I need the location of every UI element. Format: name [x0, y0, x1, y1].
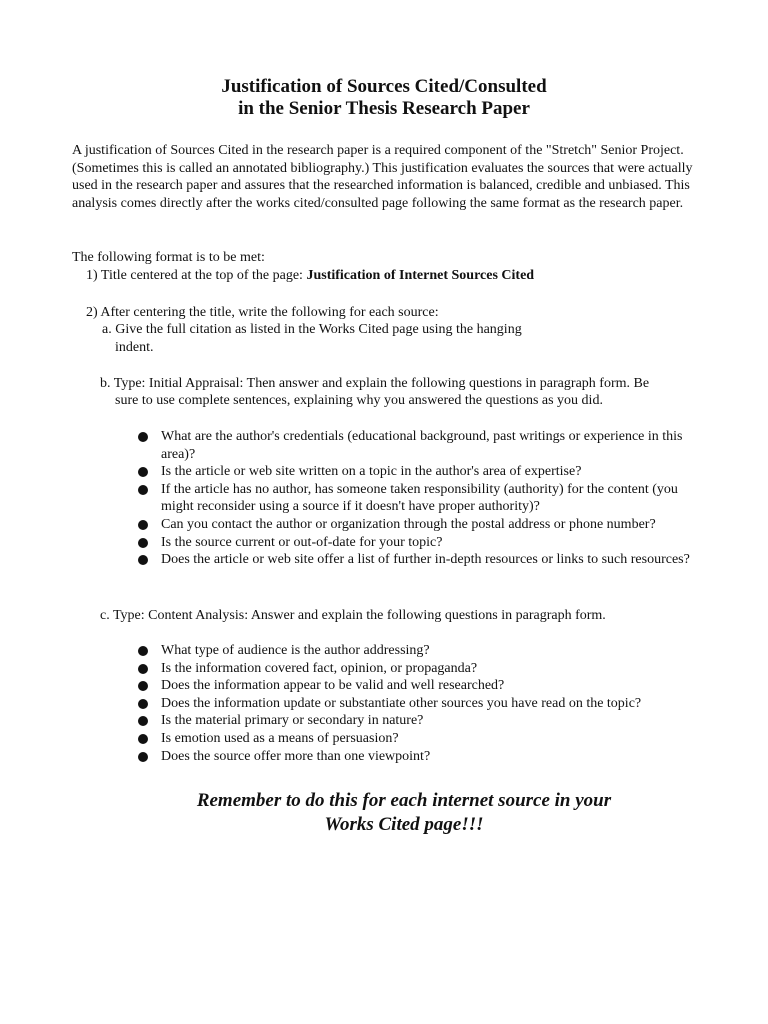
format-intro: The following format is to be met: [72, 250, 265, 265]
bullet-icon [138, 734, 148, 744]
step-a-line-2: indent. [115, 340, 154, 355]
bullet-icon [138, 520, 148, 530]
document-title-line-1: Justification of Sources Cited/Consulted [221, 76, 547, 97]
appraisal-question-list [138, 428, 700, 569]
list-item: Does the information appear to be valid and well researched? [138, 677, 700, 695]
list-item: Is the source current or out-of-date for your topic? [138, 534, 700, 552]
bullet-icon [138, 646, 148, 656]
step-2: 2) After centering the title, write the following for each source: [86, 305, 439, 320]
bullet-icon [138, 485, 148, 495]
list-item: Can you contact the author or organization through the postal address or phone number? [138, 516, 700, 534]
step-b-line-2: sure to use complete sentences, explaining why you answered the questions as you did. [115, 393, 603, 408]
bullet-icon [138, 681, 148, 691]
bullet-icon [138, 538, 148, 548]
step-1 [86, 267, 534, 285]
bullet-icon [138, 555, 148, 565]
step-a-line-1: a. Give the full citation as listed in the Works Cited page using the hanging [102, 322, 522, 337]
step-1-text: 1) Title centered at the top of the page: [86, 268, 307, 283]
bullet-icon [138, 752, 148, 762]
bullet-icon [138, 467, 148, 477]
step-c: c. Type: Content Analysis: Answer and explain the following questions in paragraph form. [100, 608, 606, 623]
list-item: Is the article or web site written on a topic in the author's area of expertise? [138, 463, 700, 481]
closing-reminder-line-2: Works Cited page!!! [324, 814, 484, 835]
intro-paragraph: A justification of Sources Cited in the research paper is a required component of the "Stretch" Senior Project. (Sometimes this is called an annotated bibliography.) This justification evaluates the sources that were actually used in the research paper and assures that the researched information is balanced, credible and unbiased. This analysis comes directly after the works cited/consulted page following the same format as the research paper. [72, 143, 693, 211]
list-item: Does the article or web site offer a list of further in-depth resources or links to such resources? [138, 551, 700, 569]
bullet-icon [138, 664, 148, 674]
list-item: Is the information covered fact, opinion, or propaganda? [138, 660, 700, 678]
bullet-icon [138, 699, 148, 709]
list-item: Does the information update or substantiate other sources you have read on the topic? [138, 695, 700, 713]
list-item: If the article has no author, has someone taken responsibility (authority) for the content (you might reconsider using a source if it doesn't have proper authority)? [138, 481, 700, 516]
step-b-line-1: b. Type: Initial Appraisal: Then answer and explain the following questions in paragraph form. Be [100, 376, 650, 391]
step-1-bold-title: Justification of Internet Sources Cited [306, 268, 535, 283]
list-item: What type of audience is the author addressing? [138, 642, 700, 660]
list-item: Is the material primary or secondary in nature? [138, 712, 700, 730]
closing-reminder-line-1: Remember to do this for each internet source in your [196, 790, 612, 811]
bullet-icon [138, 716, 148, 726]
document-title-line-2: in the Senior Thesis Research Paper [238, 98, 530, 119]
content-question-list [138, 642, 700, 765]
list-item: What are the author's credentials (educational background, past writings or experience in this area)? [138, 428, 700, 463]
list-item: Is emotion used as a means of persuasion? [138, 730, 700, 748]
bullet-icon [138, 432, 148, 442]
list-item: Does the source offer more than one viewpoint? [138, 748, 700, 766]
